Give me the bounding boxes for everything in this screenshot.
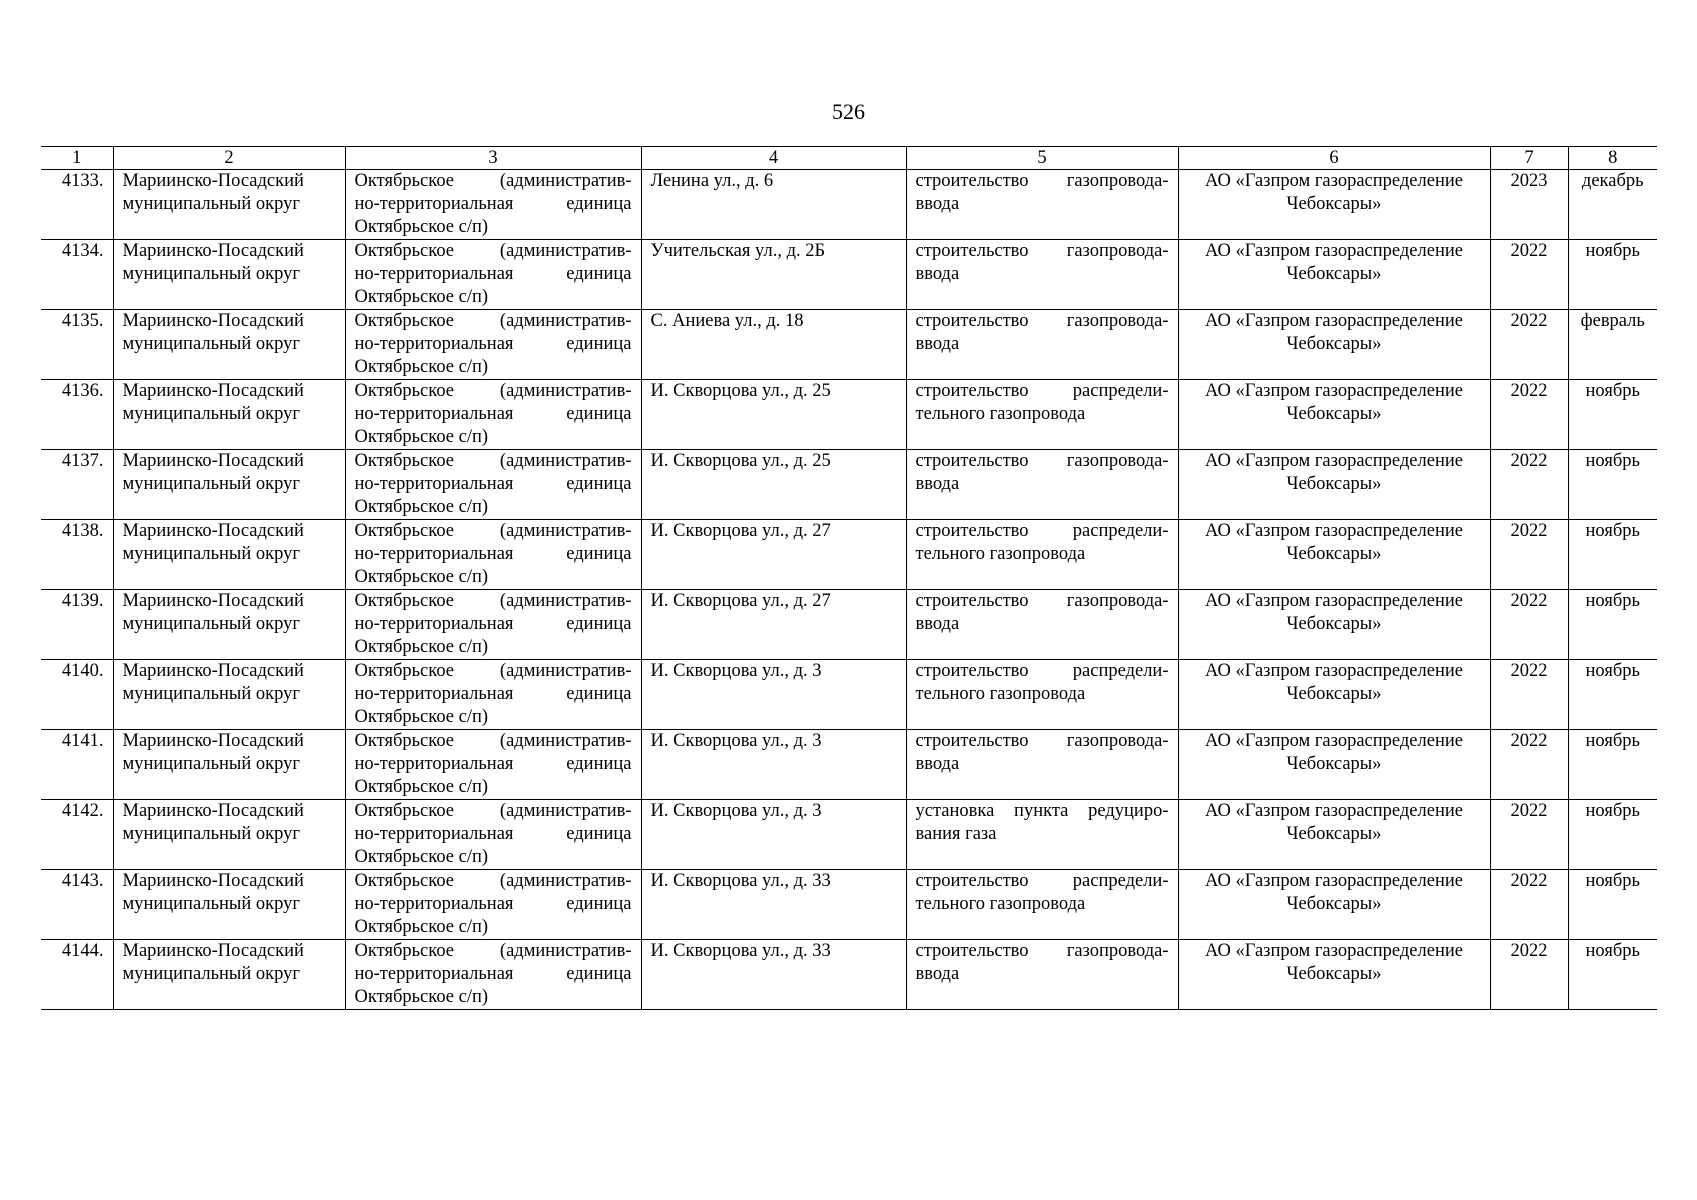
cell-line: муниципальный округ (122, 964, 300, 984)
cell-line: строительство газопровода- (915, 171, 1169, 191)
year-cell (1490, 380, 1568, 450)
cell-line: АО «Газпром газораспределение (1205, 941, 1463, 961)
municipal-district-cell (113, 590, 345, 660)
cell-line: Чебоксары» (1286, 684, 1382, 704)
cell-line: Октябрьское (административ- (354, 171, 632, 191)
work-type-cell (906, 380, 1178, 450)
row-number: 4138. (61, 521, 104, 541)
territorial-unit-cell (345, 800, 641, 870)
row-number-cell (41, 590, 113, 660)
year-cell (1490, 870, 1568, 940)
cell-line: Октябрьское с/п) (354, 777, 489, 797)
row-number: 4137. (61, 451, 104, 471)
month-cell (1568, 310, 1657, 380)
month-cell (1568, 380, 1657, 450)
address: Учительская ул., д. 2Б (650, 241, 826, 261)
address-cell (641, 170, 906, 240)
cell-line: Мариинско-Посадский (122, 311, 304, 331)
cell-line: Мариинско-Посадский (122, 591, 304, 611)
month-cell (1568, 730, 1657, 800)
organization-cell (1178, 800, 1490, 870)
municipal-district-cell (113, 310, 345, 380)
cell-line: но-территориальная единица (354, 754, 632, 774)
cell-line: строительство распредели- (915, 661, 1169, 681)
month: февраль (1580, 311, 1645, 331)
cell-line: Октябрьское (административ- (354, 311, 632, 331)
cell-line: Октябрьское (административ- (354, 521, 632, 541)
table-row (41, 800, 1657, 870)
month: ноябрь (1585, 241, 1640, 261)
cell-line: но-территориальная единица (354, 334, 632, 354)
work-type-cell (906, 730, 1178, 800)
cell-line: Чебоксары» (1286, 824, 1382, 844)
territorial-unit-cell (345, 730, 641, 800)
cell-line: строительство распредели- (915, 871, 1169, 891)
cell-line: АО «Газпром газораспределение (1205, 171, 1463, 191)
address-cell (641, 800, 906, 870)
cell-line: муниципальный округ (122, 264, 300, 284)
address-cell (641, 240, 906, 310)
cell-line: но-территориальная единица (354, 544, 632, 564)
year-cell (1490, 170, 1568, 240)
table-row (41, 310, 1657, 380)
cell-line: муниципальный округ (122, 404, 300, 424)
cell-line: муниципальный округ (122, 684, 300, 704)
table-row (41, 240, 1657, 310)
address-cell (641, 730, 906, 800)
register-table (41, 146, 1657, 1010)
year-cell (1490, 450, 1568, 520)
cell-line: строительство газопровода- (915, 731, 1169, 751)
cell-line: Мариинско-Посадский (122, 731, 304, 751)
cell-line: тельного газопровода (915, 544, 1086, 564)
column-header: 3 (345, 147, 641, 170)
cell-line: ввода (915, 264, 960, 284)
address: И. Скворцова ул., д. 3 (650, 731, 822, 751)
address: И. Скворцова ул., д. 3 (650, 661, 822, 681)
cell-line: Мариинско-Посадский (122, 941, 304, 961)
cell-line: Мариинско-Посадский (122, 521, 304, 541)
territorial-unit-cell (345, 240, 641, 310)
territorial-unit-cell (345, 590, 641, 660)
month: ноябрь (1585, 521, 1640, 541)
cell-line: Октябрьское с/п) (354, 287, 489, 307)
month-cell (1568, 800, 1657, 870)
year: 2022 (1510, 591, 1548, 611)
cell-line: но-территориальная единица (354, 824, 632, 844)
month: ноябрь (1585, 661, 1640, 681)
row-number-cell (41, 380, 113, 450)
municipal-district-cell (113, 380, 345, 450)
work-type-cell (906, 240, 1178, 310)
address-cell (641, 450, 906, 520)
organization-cell (1178, 870, 1490, 940)
row-number: 4143. (61, 871, 104, 891)
month: декабрь (1581, 171, 1644, 191)
table-row (41, 450, 1657, 520)
municipal-district-cell (113, 170, 345, 240)
column-header: 4 (641, 147, 906, 170)
address: И. Скворцова ул., д. 33 (650, 871, 831, 891)
cell-line: но-территориальная единица (354, 964, 632, 984)
month: ноябрь (1585, 381, 1640, 401)
year-cell (1490, 730, 1568, 800)
month-cell (1568, 940, 1657, 1010)
cell-line: строительство распредели- (915, 381, 1169, 401)
cell-line: АО «Газпром газораспределение (1205, 241, 1463, 261)
month-cell (1568, 870, 1657, 940)
month: ноябрь (1585, 941, 1640, 961)
work-type-cell (906, 170, 1178, 240)
row-number: 4140. (61, 661, 104, 681)
cell-line: Чебоксары» (1286, 544, 1382, 564)
column-header: 7 (1490, 147, 1568, 170)
address-cell (641, 380, 906, 450)
column-header: 5 (906, 147, 1178, 170)
cell-line: но-территориальная единица (354, 614, 632, 634)
municipal-district-cell (113, 800, 345, 870)
row-number-cell (41, 240, 113, 310)
month: ноябрь (1585, 451, 1640, 471)
cell-line: АО «Газпром газораспределение (1205, 521, 1463, 541)
cell-line: Октябрьское (административ- (354, 381, 632, 401)
organization-cell (1178, 520, 1490, 590)
address: И. Скворцова ул., д. 3 (650, 801, 822, 821)
year: 2022 (1510, 661, 1548, 681)
address: И. Скворцова ул., д. 25 (650, 381, 831, 401)
cell-line: ввода (915, 754, 960, 774)
cell-line: тельного газопровода (915, 684, 1086, 704)
cell-line: тельного газопровода (915, 894, 1086, 914)
cell-line: АО «Газпром газораспределение (1205, 871, 1463, 891)
row-number-cell (41, 310, 113, 380)
table-body (41, 170, 1657, 1010)
table-row (41, 170, 1657, 240)
cell-line: ввода (915, 964, 960, 984)
row-number-cell (41, 520, 113, 590)
cell-line: Октябрьское с/п) (354, 987, 489, 1007)
work-type-cell (906, 870, 1178, 940)
column-header: 6 (1178, 147, 1490, 170)
municipal-district-cell (113, 520, 345, 590)
year: 2023 (1510, 171, 1548, 191)
cell-line: но-территориальная единица (354, 194, 632, 214)
row-number: 4144. (61, 941, 104, 961)
cell-line: Октябрьское с/п) (354, 567, 489, 587)
table-row (41, 660, 1657, 730)
organization-cell (1178, 660, 1490, 730)
year: 2022 (1510, 241, 1548, 261)
address-cell (641, 870, 906, 940)
month-cell (1568, 520, 1657, 590)
cell-line: Мариинско-Посадский (122, 381, 304, 401)
cell-line: строительство газопровода- (915, 241, 1169, 261)
cell-line: Мариинско-Посадский (122, 171, 304, 191)
address: И. Скворцова ул., д. 27 (650, 591, 831, 611)
cell-line: Чебоксары» (1286, 334, 1382, 354)
territorial-unit-cell (345, 940, 641, 1010)
page-number: 526 (832, 99, 865, 124)
year: 2022 (1510, 871, 1548, 891)
territorial-unit-cell (345, 660, 641, 730)
territorial-unit-cell (345, 170, 641, 240)
month-cell (1568, 240, 1657, 310)
cell-line: Чебоксары» (1286, 964, 1382, 984)
organization-cell (1178, 590, 1490, 660)
address-cell (641, 520, 906, 590)
organization-cell (1178, 940, 1490, 1010)
cell-line: Чебоксары» (1286, 614, 1382, 634)
cell-line: муниципальный округ (122, 194, 300, 214)
cell-line: ввода (915, 334, 960, 354)
address-cell (641, 590, 906, 660)
address-cell (641, 940, 906, 1010)
cell-line: Октябрьское с/п) (354, 847, 489, 867)
year: 2022 (1510, 941, 1548, 961)
month-cell (1568, 170, 1657, 240)
row-number-cell (41, 450, 113, 520)
cell-line: муниципальный округ (122, 474, 300, 494)
cell-line: Октябрьское (административ- (354, 871, 632, 891)
table-row (41, 730, 1657, 800)
work-type-cell (906, 310, 1178, 380)
month: ноябрь (1585, 871, 1640, 891)
municipal-district-cell (113, 940, 345, 1010)
cell-line: строительство газопровода- (915, 591, 1169, 611)
row-number-cell (41, 870, 113, 940)
cell-line: муниципальный округ (122, 334, 300, 354)
row-number: 4134. (61, 241, 104, 261)
year: 2022 (1510, 311, 1548, 331)
row-number: 4142. (61, 801, 104, 821)
cell-line: Октябрьское с/п) (354, 357, 489, 377)
table-row (41, 520, 1657, 590)
row-number: 4141. (61, 731, 104, 751)
year-cell (1490, 940, 1568, 1010)
work-type-cell (906, 520, 1178, 590)
cell-line: Октябрьское с/п) (354, 427, 489, 447)
month-cell (1568, 590, 1657, 660)
cell-line: АО «Газпром газораспределение (1205, 661, 1463, 681)
organization-cell (1178, 170, 1490, 240)
cell-line: Октябрьское с/п) (354, 497, 489, 517)
organization-cell (1178, 380, 1490, 450)
row-number: 4139. (61, 591, 104, 611)
cell-line: АО «Газпром газораспределение (1205, 731, 1463, 751)
territorial-unit-cell (345, 520, 641, 590)
row-number: 4133. (61, 171, 104, 191)
organization-cell (1178, 450, 1490, 520)
row-number: 4135. (61, 311, 104, 331)
territorial-unit-cell (345, 870, 641, 940)
month: ноябрь (1585, 801, 1640, 821)
address: Ленина ул., д. 6 (650, 171, 774, 191)
cell-line: АО «Газпром газораспределение (1205, 311, 1463, 331)
month-cell (1568, 450, 1657, 520)
year: 2022 (1510, 451, 1548, 471)
table-row (41, 870, 1657, 940)
year-cell (1490, 660, 1568, 730)
cell-line: Чебоксары» (1286, 754, 1382, 774)
organization-cell (1178, 310, 1490, 380)
table-row (41, 940, 1657, 1010)
cell-line: Мариинско-Посадский (122, 801, 304, 821)
work-type-cell (906, 660, 1178, 730)
municipal-district-cell (113, 240, 345, 310)
year: 2022 (1510, 731, 1548, 751)
cell-line: Мариинско-Посадский (122, 241, 304, 261)
cell-line: Октябрьское с/п) (354, 637, 489, 657)
cell-line: но-территориальная единица (354, 894, 632, 914)
row-number-cell (41, 940, 113, 1010)
address: И. Скворцова ул., д. 33 (650, 941, 831, 961)
cell-line: Октябрьское с/п) (354, 217, 489, 237)
organization-cell (1178, 240, 1490, 310)
cell-line: Октябрьское (административ- (354, 731, 632, 751)
cell-line: строительство газопровода- (915, 451, 1169, 471)
territorial-unit-cell (345, 380, 641, 450)
address: С. Аниева ул., д. 18 (650, 311, 804, 331)
cell-line: Октябрьское (административ- (354, 661, 632, 681)
work-type-cell (906, 940, 1178, 1010)
work-type-cell (906, 800, 1178, 870)
cell-line: строительство распредели- (915, 521, 1169, 541)
cell-line: Октябрьское (административ- (354, 241, 632, 261)
year: 2022 (1510, 801, 1548, 821)
cell-line: Чебоксары» (1286, 264, 1382, 284)
cell-line: но-территориальная единица (354, 684, 632, 704)
column-header: 2 (113, 147, 345, 170)
year-cell (1490, 590, 1568, 660)
cell-line: строительство газопровода- (915, 941, 1169, 961)
cell-line: Мариинско-Посадский (122, 451, 304, 471)
organization-cell (1178, 730, 1490, 800)
cell-line: АО «Газпром газораспределение (1205, 801, 1463, 821)
year-cell (1490, 800, 1568, 870)
year: 2022 (1510, 521, 1548, 541)
row-number-cell (41, 170, 113, 240)
work-type-cell (906, 450, 1178, 520)
cell-line: Октябрьское (административ- (354, 591, 632, 611)
cell-line: Октябрьское (административ- (354, 451, 632, 471)
territorial-unit-cell (345, 450, 641, 520)
cell-line: ввода (915, 194, 960, 214)
year-cell (1490, 310, 1568, 380)
table-row (41, 590, 1657, 660)
cell-line: муниципальный округ (122, 824, 300, 844)
municipal-district-cell (113, 660, 345, 730)
address-cell (641, 310, 906, 380)
cell-line: но-территориальная единица (354, 474, 632, 494)
cell-line: ввода (915, 474, 960, 494)
cell-line: тельного газопровода (915, 404, 1086, 424)
cell-line: Чебоксары» (1286, 194, 1382, 214)
cell-line: вания газа (915, 824, 997, 844)
address: И. Скворцова ул., д. 27 (650, 521, 831, 541)
cell-line: Октябрьское (административ- (354, 801, 632, 821)
cell-line: Октябрьское с/п) (354, 707, 489, 727)
cell-line: АО «Газпром газораспределение (1205, 451, 1463, 471)
cell-line: муниципальный округ (122, 894, 300, 914)
cell-line: ввода (915, 614, 960, 634)
cell-line: АО «Газпром газораспределение (1205, 591, 1463, 611)
row-number-cell (41, 800, 113, 870)
cell-line: Чебоксары» (1286, 894, 1382, 914)
cell-line: Мариинско-Посадский (122, 871, 304, 891)
row-number-cell (41, 730, 113, 800)
cell-line: Октябрьское (административ- (354, 941, 632, 961)
municipal-district-cell (113, 870, 345, 940)
cell-line: муниципальный округ (122, 544, 300, 564)
column-number-row (41, 147, 1657, 170)
cell-line: муниципальный округ (122, 614, 300, 634)
cell-line: Мариинско-Посадский (122, 661, 304, 681)
work-type-cell (906, 590, 1178, 660)
row-number: 4136. (61, 381, 104, 401)
municipal-district-cell (113, 450, 345, 520)
cell-line: АО «Газпром газораспределение (1205, 381, 1463, 401)
address: И. Скворцова ул., д. 25 (650, 451, 831, 471)
cell-line: но-территориальная единица (354, 264, 632, 284)
year-cell (1490, 240, 1568, 310)
cell-line: Чебоксары» (1286, 474, 1382, 494)
cell-line: Октябрьское с/п) (354, 917, 489, 937)
year-cell (1490, 520, 1568, 590)
year: 2022 (1510, 381, 1548, 401)
cell-line: строительство газопровода- (915, 311, 1169, 331)
month: ноябрь (1585, 591, 1640, 611)
territorial-unit-cell (345, 310, 641, 380)
column-header: 8 (1568, 147, 1657, 170)
cell-line: муниципальный округ (122, 754, 300, 774)
table-row (41, 380, 1657, 450)
cell-line: но-территориальная единица (354, 404, 632, 424)
cell-line: установка пункта редуциро- (915, 801, 1169, 821)
month-cell (1568, 660, 1657, 730)
address-cell (641, 660, 906, 730)
row-number-cell (41, 660, 113, 730)
cell-line: Чебоксары» (1286, 404, 1382, 424)
municipal-district-cell (113, 730, 345, 800)
column-header: 1 (41, 147, 113, 170)
month: ноябрь (1585, 731, 1640, 751)
